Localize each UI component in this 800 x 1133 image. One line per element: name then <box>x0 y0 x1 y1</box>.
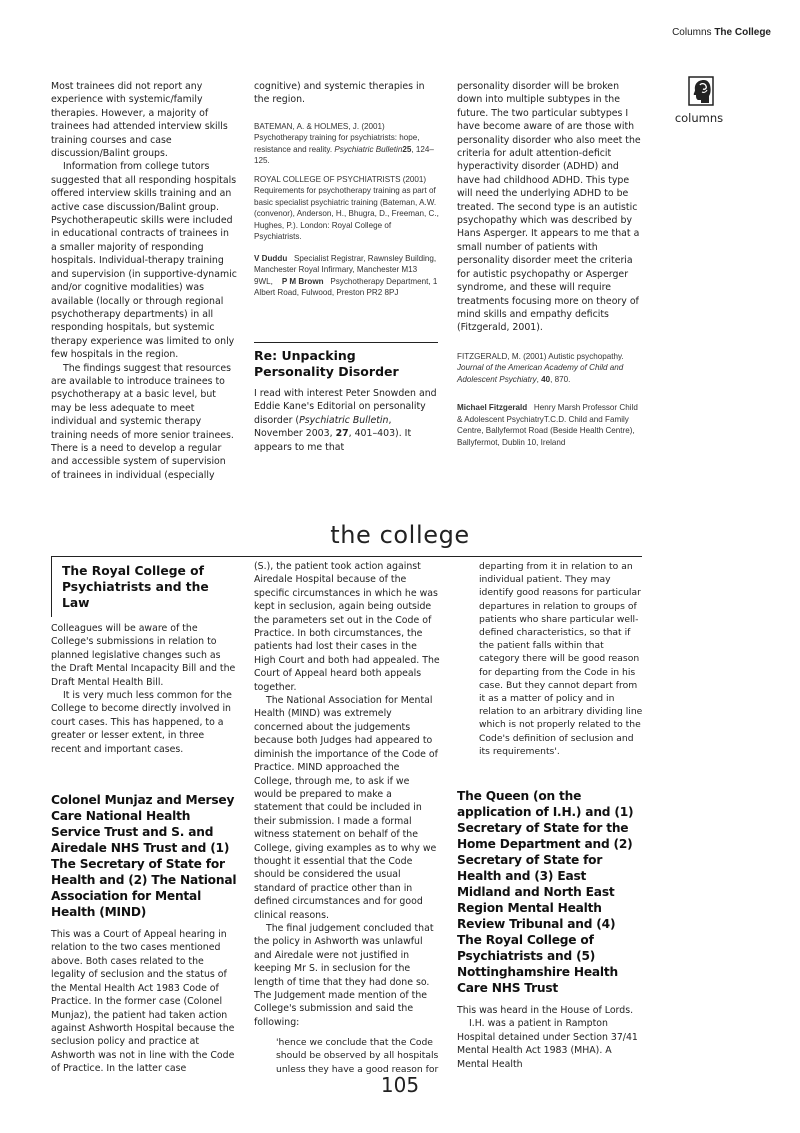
top-column-1 <box>51 80 237 482</box>
running-head <box>672 27 771 38</box>
author-affiliation: V Duddu Specialist Registrar, Rawnsley Building, Manchester Royal Infirmary, Manchester M13 9WL, P M Brown Psychotherapy Department, 1 Albert Road, Fulwood, Preston PR2 8PJ <box>254 253 438 298</box>
quotation-continued: departing from it in relation to an individual patient. They may identify good reasons for particular departures in relation to groups of patients who share particular well-defined characteristics, so that if the patient falls within that category there will be good reason for departing from the Code in his case. But they cannot depart from it as a matter of policy and in relation to an arbitrary dividing line which is not properly related to the Code's definition of seclusion and its requirements'. <box>479 561 643 757</box>
top-column-2 <box>254 80 440 299</box>
section-rule <box>254 342 438 343</box>
case-body <box>51 928 237 1075</box>
section-title: the college <box>330 521 470 549</box>
bottom-column-3 <box>457 560 643 1071</box>
paragraph: personality disorder will be broken down into multiple subtypes in the future. The two particular subtypes I have become aware of are those with personality disorder who also meet the criteria for adult attention-deficit hyperactivity disorder (ADHD) and have had childhood ADHD. This type will need the underlying ADHD to be treated. The second type is an autistic psychopathy which was described by Hans Asperger. It appears to me that a small number of patients with personality disorder meet the criteria for autistic psychopathy or Asperger syndrome, and these will require treatments focusing more on theory of mind skills and empathy deficits (Fitzgerald, 2001). <box>457 81 641 334</box>
bottom-column-2 <box>254 560 440 1076</box>
paragraph: Information from college tutors suggested that all responding hospitals offered interview skills training and an active case discussion/Balint group. Psychotherapeutic skills were included in educational contracts of trainees in a smaller majority of responding hospitals. Individual-therapy training and supervision (in supportive-dynamic and/or cognitive modalities) was available (locally or through regional psychotherapy departments) in all responding hospitals, but systemic therapy experience was limited to only few hospitals in the region. <box>51 161 237 361</box>
reference: ROYAL COLLEGE OF PSYCHIATRISTS (2001) Requirements for psychotherapy training as part of basic specialist psychiatric training (Bateman, A.W. (convenor), Anderson, H., Bhugra, D., Freeman, C., Hughes, P.). London: Royal College of Psychiatrists. <box>254 174 439 242</box>
case-title: Colonel Munjaz and Mersey Care National Health Service Trust and S. and Airedale NHS Trust and (1) The Secretary of State for Health and (2) The National Association for Mental Health (MIND) <box>51 793 237 920</box>
reference: FITZGERALD, M. (2001) Autistic psychopathy. Journal of the American Academy of Child and Adolescent Psychiatry, 40, 870. <box>457 351 624 384</box>
reference: BATEMAN, A. & HOLMES, J. (2001) Psychotherapy training for psychiatrists: hope, resistance and reality. Psychiatric Bulletin25, 124–125. <box>254 121 434 166</box>
feature-title: The Royal College of Psychiatrists and the Law <box>62 564 209 610</box>
paragraph: I.H. was a patient in Rampton Hospital detained under Section 37/41 Mental Health Act 1983 (MHA). A Mental Health <box>457 1018 638 1070</box>
paragraph: The findings suggest that resources are available to introduce trainees to psychotherapy at a basic level, but may be less adequate to meet individual and systemic therapy training needs of more senior trainees. There is a need to develop a regular and accessible system of supervision of trainees in individual (especially <box>51 362 234 481</box>
paragraph: This was heard in the House of Lords. <box>457 1005 634 1017</box>
bottom-column-1 <box>51 557 237 1076</box>
author-name: Michael Fitzgerald <box>457 403 528 413</box>
author-name: V Duddu <box>254 253 288 263</box>
paragraph: The National Association for Mental Health (MIND) was extremely concerned about the judgements because both Judges had appeared to diminish the importance of the Code of Practice. MIND approached the College, through me, to ask if we would be prepared to make a statement that could be included in their submission. I made a formal witness statement on behalf of the College, giving examples as to why we thought it essential that the Code should be considered the usual standard of practice other than in defined circumstances and for good clinical reasons. <box>254 695 438 921</box>
quotation: 'hence we conclude that the Code should be observed by all hospitals unless they have a good reason for <box>276 1037 439 1075</box>
author-name: P M Brown <box>281 276 324 286</box>
paragraph: cognitive) and systemic therapies in the region. <box>254 81 425 106</box>
case-title: The Queen (on the application of I.H.) and (1) Secretary of State for the Home Department and (2) Secretary of State for Health and (3) East Midland and North East Region Mental Health Review Tribunal and (4) The Royal College of Psychiatrists and (5) Nottinghamshire Health Care NHS Trust <box>457 789 634 996</box>
running-head-title: The College <box>714 27 771 38</box>
running-head-section: Columns <box>672 27 712 38</box>
columns-label: columns <box>674 111 724 125</box>
paragraph: (S.), the patient took action against Airedale Hospital because of the specific circumstances in which he was kept in seclusion, again being outside the parameters set out in the Code of Practice. In both circumstances, the patients had lost their cases in the High Court and both had appealed. The Court of Appeal heard both appeals together. <box>254 561 440 693</box>
case-body <box>457 1004 643 1071</box>
paragraph: I read with interest Peter Snowden and Eddie Kane's Editorial on personality disorder (Psychiatric Bulletin, November 2003, 27, 401–403). It appears to me that <box>254 388 437 453</box>
paragraph: The final judgement concluded that the policy in Ashworth was unlawful and Airedale were not justified in keeping Mr S. in seclusion for the length of time that they had done so. The Judgement made mention of the College's submission and said the following: <box>254 922 434 1028</box>
paragraph: It is very much less common for the College to become directly involved in court cases. This has happened, to a greater or lesser extent, in three recent and important cases. <box>51 690 232 755</box>
feature-intro <box>51 622 237 756</box>
paragraph: Colleagues will be aware of the College's submissions in relation to planned legislative changes such as the Draft Mental Incapacity Bill and the Draft Mental Health Bill. <box>51 623 236 688</box>
page-number: 105 <box>380 1073 420 1097</box>
feature-title-box <box>51 557 237 617</box>
author-affiliation: Michael Fitzgerald Henry Marsh Professor Child & Adolescent PsychiatryT.C.D. Child and Family Centre, Ballyfermot Road (Beside Health Centre), Ballyfermot, Dublin 10, Ireland <box>457 403 638 447</box>
paragraph: Most trainees did not report any experience with systemic/family therapies. However, a majority of trainees had attended interview skills training courses and case discussion/Balint groups. <box>51 81 228 160</box>
top-column-3 <box>457 80 643 448</box>
letter-body <box>254 387 440 454</box>
head-profile-icon <box>688 76 714 106</box>
paragraph: This was a Court of Appeal hearing in relation to the two cases mentioned above. Both cases related to the legality of seclusion and the status of the Mental Health Act 1983 Code of Practice. In the former case (Colonel Munjaz), the patient had taken action against Ashworth Hospital because the seclusion policy and practice at Ashworth was not in line with the Code of Practice. In the latter case <box>51 929 235 1075</box>
letter-title: Re: Unpacking Personality Disorder <box>254 348 399 379</box>
